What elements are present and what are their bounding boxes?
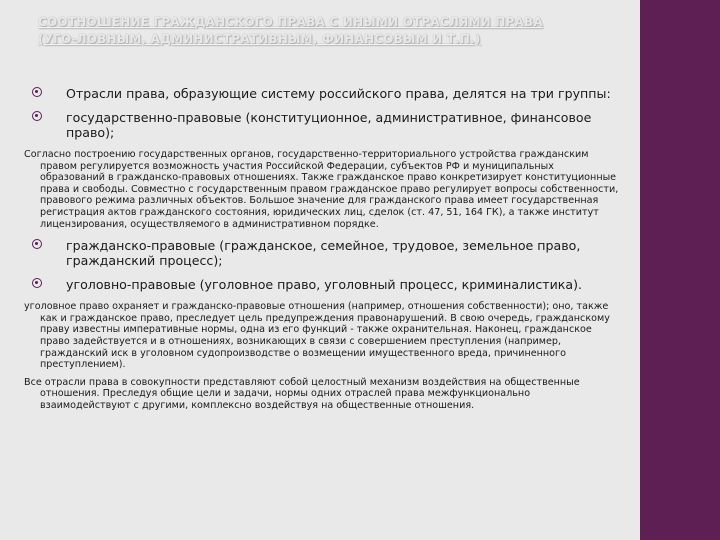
bullet-text: гражданско-правовые (гражданское, семейное, трудовое, земельное право, гражданский процесс); xyxy=(66,238,581,269)
bullet-icon xyxy=(32,111,42,121)
bullet-item xyxy=(28,86,620,101)
bullet-icon xyxy=(32,87,42,97)
paragraph: Все отрасли права в совокупности представляют собой целостный механизм воздействия на общественные отношения. Преследуя общие цели и задачи, нормы одних отраслей права межфункционально взаимодействуют с другими, комплексно воздействуя на общественные отношения. xyxy=(24,376,580,411)
bullet-icon xyxy=(32,278,42,288)
bullet-icon xyxy=(32,239,42,249)
bullet-item xyxy=(28,110,620,140)
bullet-item xyxy=(28,277,620,292)
paragraph: Согласно построению государственных органов, государственно-территориального устройства гражданским правом регулируется возможность участия Российской Федерации, субъектов РФ и муниципальных образований в гражданско-правовых отношениях. Также гражданское право конкретизирует конституционные права и свободы. Совместно с государственным правом гражданское право регулирует вопросы собственности, правового режима различных объектов. Большое значение для гражданского права имеет государственная регистрация актов гражданского состояния, юридических лиц, сделок (ст. 47, 51, 164 ГК), а также институт лицензирования, осуществляемого в административном порядке. xyxy=(24,149,619,230)
decorative-sidebar xyxy=(640,0,720,540)
bullet-text: Отрасли права, образующие систему российского права, делятся на три группы: xyxy=(66,86,611,101)
paragraph: уголовное право охраняет и гражданско-правовые отношения (например, отношения собственности); оно, также как и гражданское право, преследует цель предупреждения правонарушений. В свою очередь, гражданскому праву известны императивные нормы, одна из его функций - также охранительная. Наконец, гражданское право задействуется и в отношениях, возникающих в связи с совершением преступления (например, гражданский иск в уголовном судопроизводстве о возмещении имущественного вреда, причиненного преступлением). xyxy=(24,301,610,371)
slide-title xyxy=(38,14,618,48)
bullet-text: государственно-правовые (конституционное, административное, финансовое право); xyxy=(66,110,592,140)
bullet-text: уголовно-правовые (уголовное право, уголовный процесс, криминалистика). xyxy=(66,277,583,293)
slide-content xyxy=(24,86,620,418)
slide-title-line1: СООТНОШЕНИЕ ГРАЖДАНСКОГО ПРАВА С ИНЫМИ ОТРАСЛЯМИ ПРАВА xyxy=(38,15,543,29)
slide-title-line2: (УГО-ЛОВНЫМ, АДМИНИСТРАТИВНЫМ, ФИНАНСОВЫМ И Т.П.) xyxy=(38,32,481,46)
bullet-item xyxy=(28,238,620,268)
